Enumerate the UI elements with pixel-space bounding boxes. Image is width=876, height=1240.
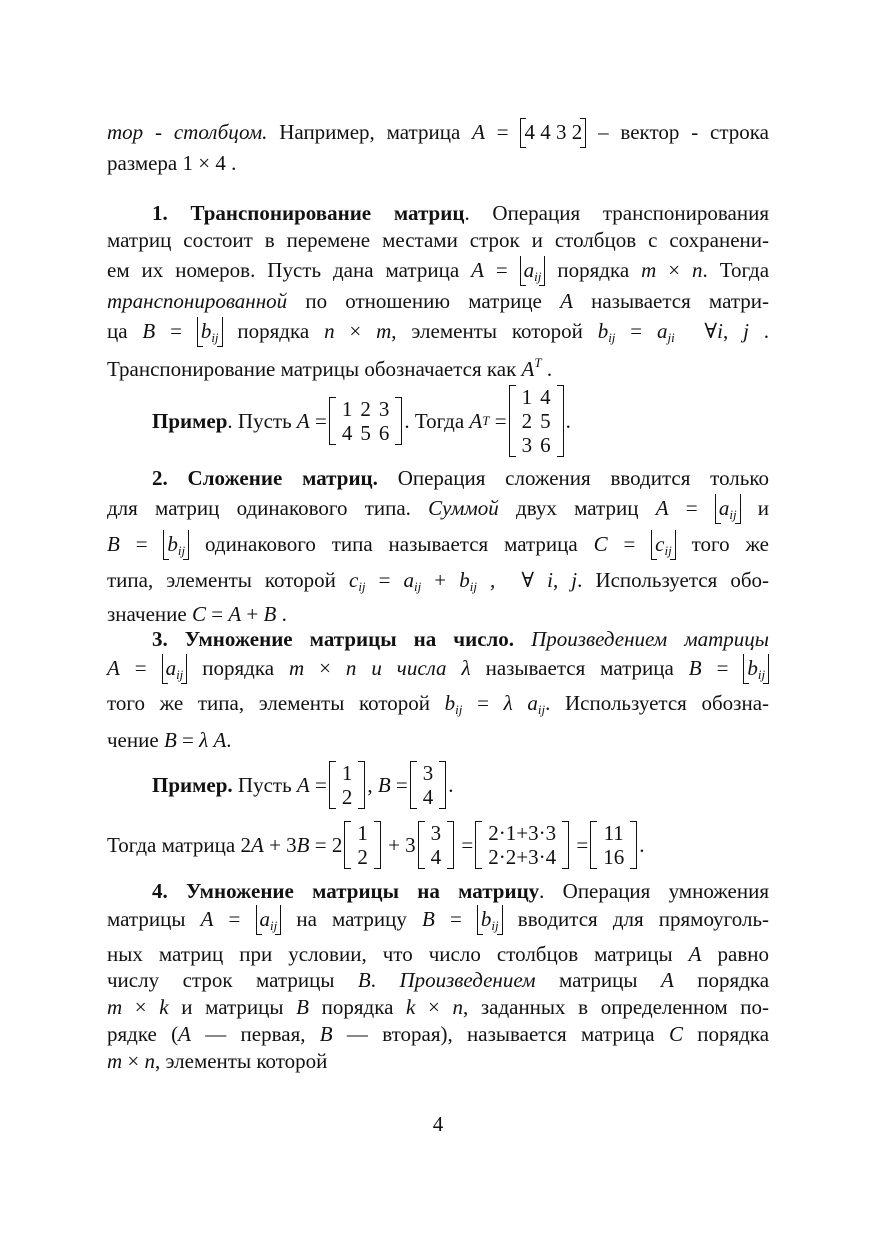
page-number: 4 — [432, 1112, 444, 1136]
section-1-example: Пример . Пусть A = 1 2 3 4 5 6 . Тогда A T = 1 4 2 5 3 6 . — [152, 385, 571, 457]
section-4-heading: 4. Умножение матрицы на матрицу — [152, 879, 540, 903]
section-1-line-2: матриц состоит в перемене местами строк и столбцов с сохранени- — [107, 228, 769, 252]
matrix-a-transposed: 1 4 2 5 3 6 — [509, 385, 564, 457]
section-2-heading: 2. Сложение матриц. — [152, 466, 378, 490]
calc-expanded: 2·1+3·3 2·2+3·4 — [475, 821, 569, 869]
section-3-line-1: 3. Умножение матрицы на число. Произведением матрицы — [152, 627, 769, 651]
section-2-line-5: значение C = A + B . — [107, 602, 287, 626]
section-2-line-3: $B = b_{ij}$ одинакового типа называется матрица $C = c_{ij}$ того же — [107, 532, 769, 558]
example-label: Пример. — [152, 773, 233, 797]
section-3-line-3: того же типа, элементы которой $b_{ij} = \lambda$ $a_{ij}$. Используется обозна- — [107, 691, 770, 717]
section-3-line-2: $A = a_{ij}$ порядка m × n и числа λ называется матрица $B = b_{ij}$ — [107, 655, 769, 681]
section-4-line-5: m × k и матрицы B порядка k × n, заданных в определенном по- — [107, 995, 770, 1019]
section-3-calculation: Тогда матрица 2 A + 3 B = 2 1 2 + 3 3 4 = 2·1+3·3 2·2+3·4 = 11 16 . — [107, 821, 645, 869]
example-label: Пример — [152, 409, 228, 433]
section-2-line-4: типа, элементы которой $c_{ij} = a_{ij} + b_{ij}$ , ∀ i, j. Используется обо- — [107, 568, 769, 594]
section-1-line-5: ца $B = b_{ij}$ порядка n × m, элементы которой $b_{ij} = a_{ji}$ ∀i, j . — [107, 319, 770, 345]
section-3-heading: 3. Умножение матрицы на число. — [152, 627, 515, 651]
section-1-line-3: ем их номеров. Пусть дана матрица $A = a_{ij}$ порядка m × n. Тогда — [107, 258, 770, 284]
vector-a: 1 2 — [329, 761, 366, 809]
section-4-line-2: матрицы $A = a_{ij}$ на матрицу $B = b_{ij}$ вводится для прямоуголь- — [107, 907, 770, 933]
section-2-line-2: для матриц одинакового типа. Суммой двух матриц $A = a_{ij}$ и — [107, 496, 770, 522]
section-4-line-3: ных матриц при условии, что число столбцов матрицы A равно — [107, 942, 770, 966]
section-4-line-1: 4. Умножение матрицы на матрицу. Операция умножения — [152, 879, 769, 903]
section-1-line-4: транспонированной по отношению матрице A называется матри- — [107, 289, 770, 313]
row-vector: 4 4 3 2 — [520, 119, 586, 145]
section-4-line-6: рядке (A — первая, B — вторая), называется матрица C порядка — [107, 1022, 770, 1046]
vector-b: 3 4 — [410, 761, 447, 809]
calc-vector-a: 1 2 — [344, 821, 381, 869]
section-3-line-4: чение B = λ A. — [107, 728, 232, 752]
calc-vector-b: 3 4 — [418, 821, 455, 869]
section-1-line-1: 1. Транспонирование матриц. Операция транспонирования — [152, 201, 769, 225]
calc-result: 11 16 — [590, 821, 637, 869]
section-2-line-1: 2. Сложение матриц. Операция сложения вводится только — [152, 466, 769, 490]
section-4-line-7: m × n, элементы которой — [107, 1049, 328, 1073]
section-4-line-4: числу строк матрицы B. Произведением матрицы A порядка — [107, 968, 770, 992]
matrix-a: 1 2 3 4 5 6 — [329, 397, 403, 445]
section-1-heading: 1. Транспонирование матриц — [152, 201, 465, 225]
section-1-line-6: Транспонирование матрицы обозначается как $A^T$ . — [107, 355, 553, 381]
section-3-example: Пример. Пусть A = 1 2 , B = 3 4 . — [152, 761, 454, 809]
intro-line-2: размера 1 × 4 . — [107, 151, 237, 175]
intro-line-1: тор - столбцом. Например, матрица A = 4 4 3 2 – вектор - строка — [107, 120, 769, 144]
